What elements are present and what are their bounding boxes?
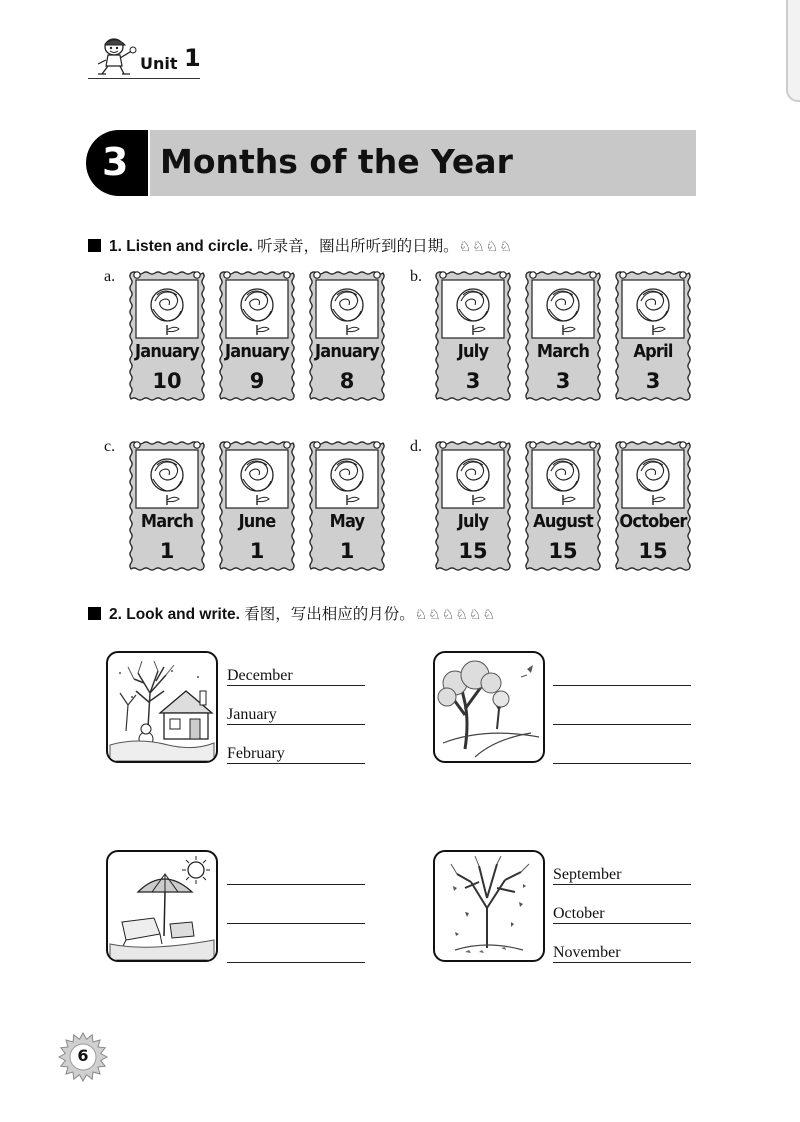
- group-c-letter: c.: [104, 438, 116, 455]
- calendar-card[interactable]: [307, 267, 387, 405]
- group-b-letter: b.: [410, 268, 422, 285]
- card-month: July: [457, 341, 489, 362]
- answer-line[interactable]: [227, 666, 365, 686]
- section1-stars: ♘♘♘♘: [458, 238, 513, 254]
- answer-text: December: [227, 667, 293, 684]
- autumn-tree-icon: [433, 850, 545, 962]
- card-day: 15: [548, 539, 578, 563]
- section2-label: 2. Look and write.: [109, 606, 240, 623]
- group-a-letter: a.: [104, 268, 116, 285]
- answer-line[interactable]: [553, 943, 691, 963]
- card-day: 3: [465, 369, 481, 393]
- calendar-card[interactable]: [217, 437, 297, 575]
- answer-line[interactable]: [227, 904, 365, 924]
- answer-text: October: [553, 905, 605, 922]
- unit-header: [88, 36, 201, 82]
- card-day: 15: [458, 539, 488, 563]
- answer-line[interactable]: [227, 705, 365, 725]
- calendar-card[interactable]: [613, 267, 693, 405]
- calendar-card[interactable]: [217, 267, 297, 405]
- answer-text: January: [227, 706, 277, 723]
- card-month: May: [329, 511, 365, 532]
- card-day: 15: [638, 539, 668, 563]
- group-d-letter: d.: [410, 438, 422, 455]
- card-month: January: [315, 341, 379, 362]
- card-day: 1: [249, 539, 265, 563]
- unit-number: 1: [184, 44, 201, 72]
- chapter-title-bar: [150, 130, 696, 196]
- answer-line[interactable]: [553, 705, 691, 725]
- card-day: 9: [249, 369, 265, 393]
- card-day: 8: [339, 369, 355, 393]
- page-number: 6: [77, 1046, 89, 1065]
- card-month: July: [457, 511, 489, 532]
- calendar-card[interactable]: [523, 267, 603, 405]
- answer-line[interactable]: [553, 744, 691, 764]
- section2-heading: [88, 602, 496, 624]
- answer-line[interactable]: [553, 904, 691, 924]
- header-rule: [88, 78, 200, 79]
- card-month: January: [225, 341, 289, 362]
- page-number-badge: [58, 1032, 108, 1082]
- answer-text: November: [553, 944, 621, 961]
- answer-line[interactable]: [553, 865, 691, 885]
- answer-line[interactable]: [227, 744, 365, 764]
- summer-beach-icon: [106, 850, 218, 962]
- square-bullet-icon: [88, 607, 101, 620]
- card-month: January: [135, 341, 199, 362]
- square-bullet-icon: [88, 239, 101, 252]
- winter-house-icon: [106, 651, 218, 763]
- answer-line[interactable]: [227, 943, 365, 963]
- answer-text: September: [553, 866, 622, 883]
- card-month: August: [533, 511, 593, 532]
- card-month: October: [619, 511, 687, 532]
- chapter-number: 3: [102, 140, 129, 184]
- calendar-card[interactable]: [127, 267, 207, 405]
- card-month: March: [140, 511, 194, 532]
- section1-heading: [88, 234, 513, 256]
- calendar-card[interactable]: [127, 437, 207, 575]
- calendar-card[interactable]: [433, 437, 513, 575]
- calendar-card[interactable]: [433, 267, 513, 405]
- card-day: 3: [555, 369, 571, 393]
- calendar-card[interactable]: [523, 437, 603, 575]
- card-month: March: [536, 341, 590, 362]
- section2-stars: ♘♘♘♘♘♘: [414, 606, 497, 622]
- chapter-title: Months of the Year: [160, 142, 513, 181]
- page-edge-tab: [786, 0, 800, 102]
- card-month: June: [238, 511, 276, 532]
- boy-mascot-icon: [94, 36, 138, 76]
- answer-line[interactable]: [227, 865, 365, 885]
- card-month: April: [633, 341, 673, 362]
- spring-tree-icon: [433, 651, 545, 763]
- answer-line[interactable]: [553, 666, 691, 686]
- card-day: 3: [645, 369, 661, 393]
- calendar-card[interactable]: [613, 437, 693, 575]
- section1-instruction: 听录音，圈出所听到的日期。: [257, 238, 459, 255]
- unit-label: Unit: [140, 54, 178, 73]
- card-day: 1: [159, 539, 175, 563]
- chapter-badge: [86, 130, 148, 196]
- card-day: 10: [152, 369, 182, 393]
- section1-label: 1. Listen and circle.: [109, 238, 253, 255]
- card-day: 1: [339, 539, 355, 563]
- answer-text: February: [227, 745, 285, 762]
- section2-instruction: 看图，写出相应的月份。: [244, 606, 415, 623]
- calendar-card[interactable]: [307, 437, 387, 575]
